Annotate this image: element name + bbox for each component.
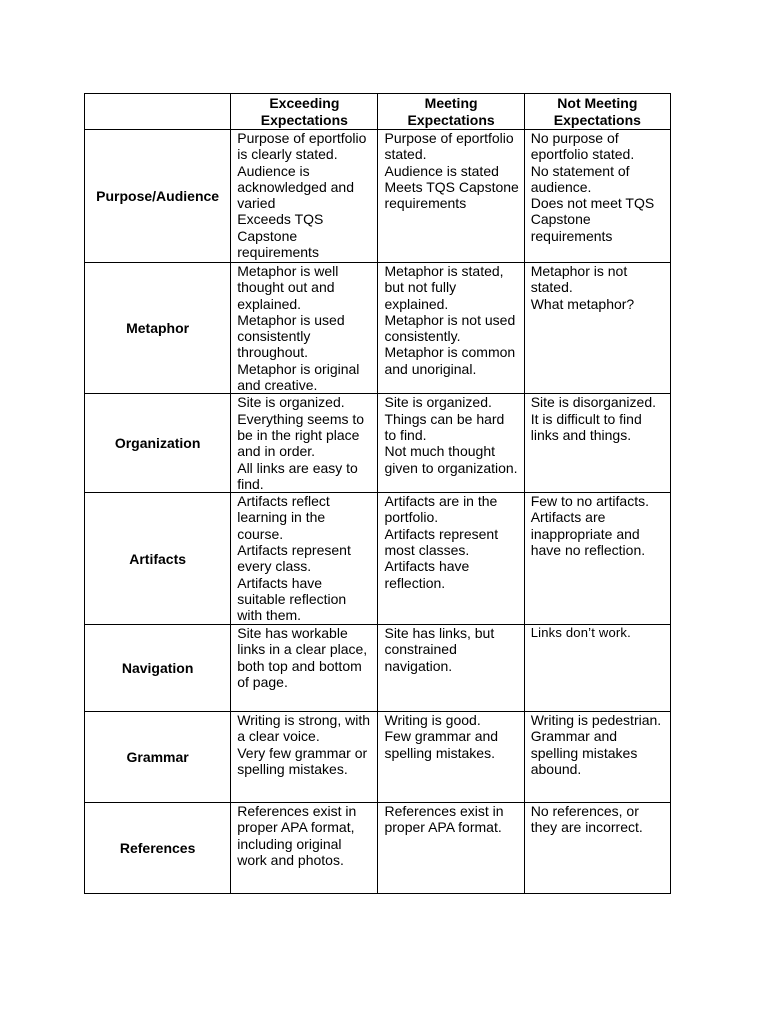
cell-text-line: Site is organized. [384,394,492,411]
header-exceeding [231,94,378,130]
header-text: Meeting [424,94,478,111]
cell-not-meeting [524,263,670,394]
cell-text-line: find. [237,475,264,492]
cell-text-line: What metaphor? [530,295,635,312]
cell-not-meeting [524,130,670,263]
table-row-artifacts [85,493,671,625]
cell-text-line: consistently [237,328,311,345]
header-row [85,94,671,130]
cell-text-line: learning in the [237,509,326,526]
cell-text-line: References exist in [384,803,504,820]
cell-text-line: Audience is stated [384,162,499,179]
cell-text-line: they are incorrect. [530,819,643,836]
cell-text-line: have no reflection. [530,542,646,559]
cell-text-line: No references, or [530,803,639,820]
cell-meeting [378,712,524,803]
cell-text-line: Writing is good. [384,712,481,729]
cell-text-line: eportfolio stated. [530,146,635,163]
cell-text-line: acknowledged and [237,178,354,195]
cell-text-line: Site is disorganized. [530,394,657,411]
cell-text-line: proper APA format, [237,819,355,836]
cell-text-line: Artifacts are [530,509,606,526]
cell-exceeding [231,625,378,712]
cell-text-line: Artifacts reflect [237,493,330,510]
cell-meeting [378,130,524,263]
header-text: Expectations [260,111,348,128]
cell-text-line: with them. [237,607,302,624]
cell-text-line: Artifacts represent [237,542,351,559]
table-row-metaphor [85,263,671,394]
cell-text-line: Things can be hard [384,410,505,427]
cell-text-line: Artifacts represent [384,525,499,542]
criterion-label: Purpose/Audience [85,130,231,263]
cell-text-line: of page. [237,674,288,691]
cell-text-line: be in the right place [237,426,360,443]
cell-text-line: including original [237,835,342,852]
cell-text-line: Capstone [530,211,591,228]
header-meeting [378,94,524,130]
cell-text-line: a clear voice. [237,728,320,745]
rubric-table [84,93,671,894]
cell-text-line: and in order. [237,443,316,460]
cell-text-line: Metaphor is not [530,263,628,279]
cell-text-line: work and photos. [237,852,344,869]
header-text: Expectations [407,111,495,128]
cell-text-line: Purpose of eportfolio [237,130,367,146]
cell-not-meeting [524,394,670,493]
cell-text-line: Very few grammar or [237,744,368,761]
cell-exceeding [231,263,378,394]
cell-text-line: given to organization. [384,459,518,476]
cell-meeting [378,493,524,625]
cell-text-line: spelling mistakes [530,744,638,761]
cell-text-line: Metaphor is used [237,311,345,328]
cell-text-line: is clearly stated. [237,146,338,163]
cell-text-line: Site is organized. [237,394,345,411]
cell-text-line: Few grammar and [384,728,499,745]
cell-text-line: portfolio. [384,509,439,526]
header-text: Exceeding [269,94,340,111]
cell-exceeding [231,394,378,493]
header-text: Not Meeting [557,94,638,111]
cell-text-line: Meets TQS Capstone [384,178,519,195]
cell-text-line: every class. [237,558,312,575]
cell-not-meeting [524,493,670,625]
cell-text-line: links and things. [530,426,632,443]
cell-text-line: stated. [384,146,427,163]
cell-text-line: course. [237,525,284,542]
cell-text-line: varied [237,195,276,212]
cell-text-line: proper APA format. [384,819,502,836]
criterion-label: Artifacts [85,493,231,625]
cell-text-line: audience. [530,178,592,195]
criterion-label: Organization [85,394,231,493]
cell-text-line: reflection. [384,574,446,591]
cell-text-line: References exist in [237,803,357,820]
cell-text-line: Few to no artifacts. [530,493,649,510]
cell-text-line: Does not meet TQS [530,195,655,212]
table-row-organization [85,394,671,493]
cell-text-line: both top and bottom [237,657,362,674]
cell-text-line: Exceeds TQS [237,211,324,228]
cell-text-line: suitable reflection [237,590,347,607]
cell-text-line: explained. [384,295,449,312]
cell-text-line: Metaphor is common [384,344,516,361]
cell-meeting [378,263,524,394]
table-row-purpose-audience [85,130,671,263]
cell-text-line: Grammar and [530,728,618,745]
cell-text-line: most classes. [384,542,470,559]
cell-text-line: but not fully [384,279,457,296]
cell-text-line: to find. [384,426,427,443]
cell-text-line: Artifacts have [237,574,323,591]
cell-text-line: inappropriate and [530,525,640,542]
cell-text-line: explained. [237,295,302,312]
cell-text-line: Artifacts have [384,558,470,575]
cell-text-line: spelling mistakes. [237,761,348,778]
cell-text-line: Not much thought [384,443,495,460]
header-text: Expectations [553,111,641,128]
cell-text-line: Audience is [237,162,310,179]
cell-not-meeting [524,712,670,803]
cell-exceeding [231,803,378,894]
cell-text-line: Metaphor is not used [384,311,516,328]
table-row-grammar [85,712,671,803]
cell-text-line: No purpose of [530,130,619,146]
cell-meeting [378,803,524,894]
cell-text-line: and creative. [237,377,318,394]
criterion-label: Metaphor [85,263,231,394]
cell-text-line: All links are easy to [237,459,358,476]
header-not-meeting [524,94,670,130]
cell-text-line: Purpose of eportfolio [384,130,514,146]
cell-text-line: Metaphor is well [237,263,339,279]
cell-text-line: throughout. [237,344,309,361]
cell-text-line: consistently. [384,328,461,345]
table-row-navigation [85,625,671,712]
criterion-label: References [85,803,231,894]
cell-text-line: abound. [530,761,582,778]
table-row-references [85,803,671,894]
cell-text-line: navigation. [384,657,453,674]
cell-text-line: links in a clear place, [237,641,368,658]
cell-text-line: Writing is pedestrian. [530,712,662,729]
criterion-label: Grammar [85,712,231,803]
cell-not-meeting [524,625,670,712]
cell-text-line: thought out and [237,279,335,296]
cell-text-line: and unoriginal. [384,360,477,377]
cell-text-line: Metaphor is original [237,360,360,377]
cell-text-line: requirements [384,195,467,212]
cell-text-line: Site has workable [237,625,348,642]
cell-text-line: No statement of [530,162,630,179]
cell-text-line: Everything seems to [237,410,365,427]
cell-text-line: requirements [530,227,613,244]
cell-text-line: Links don’t work. [530,625,631,641]
cell-not-meeting [524,803,670,894]
cell-text-line: constrained [384,641,457,658]
cell-text-line: stated. [530,279,573,296]
cell-exceeding [231,493,378,625]
cell-meeting [378,394,524,493]
cell-text-line: Capstone [237,227,298,244]
cell-text-line: Metaphor is stated, [384,263,504,279]
rubric-body [85,130,671,894]
cell-exceeding [231,130,378,263]
cell-exceeding [231,712,378,803]
criterion-label: Navigation [85,625,231,712]
cell-text-line: Writing is strong, with [237,712,371,729]
cell-meeting [378,625,524,712]
cell-text-line: It is difficult to find [530,410,642,427]
cell-text-line: Site has links, but [384,625,495,642]
cell-text-line: spelling mistakes. [384,744,495,761]
cell-text-line: requirements [237,244,319,261]
cell-text-line: Artifacts are in the [384,493,498,510]
header-blank-cell [85,94,231,130]
